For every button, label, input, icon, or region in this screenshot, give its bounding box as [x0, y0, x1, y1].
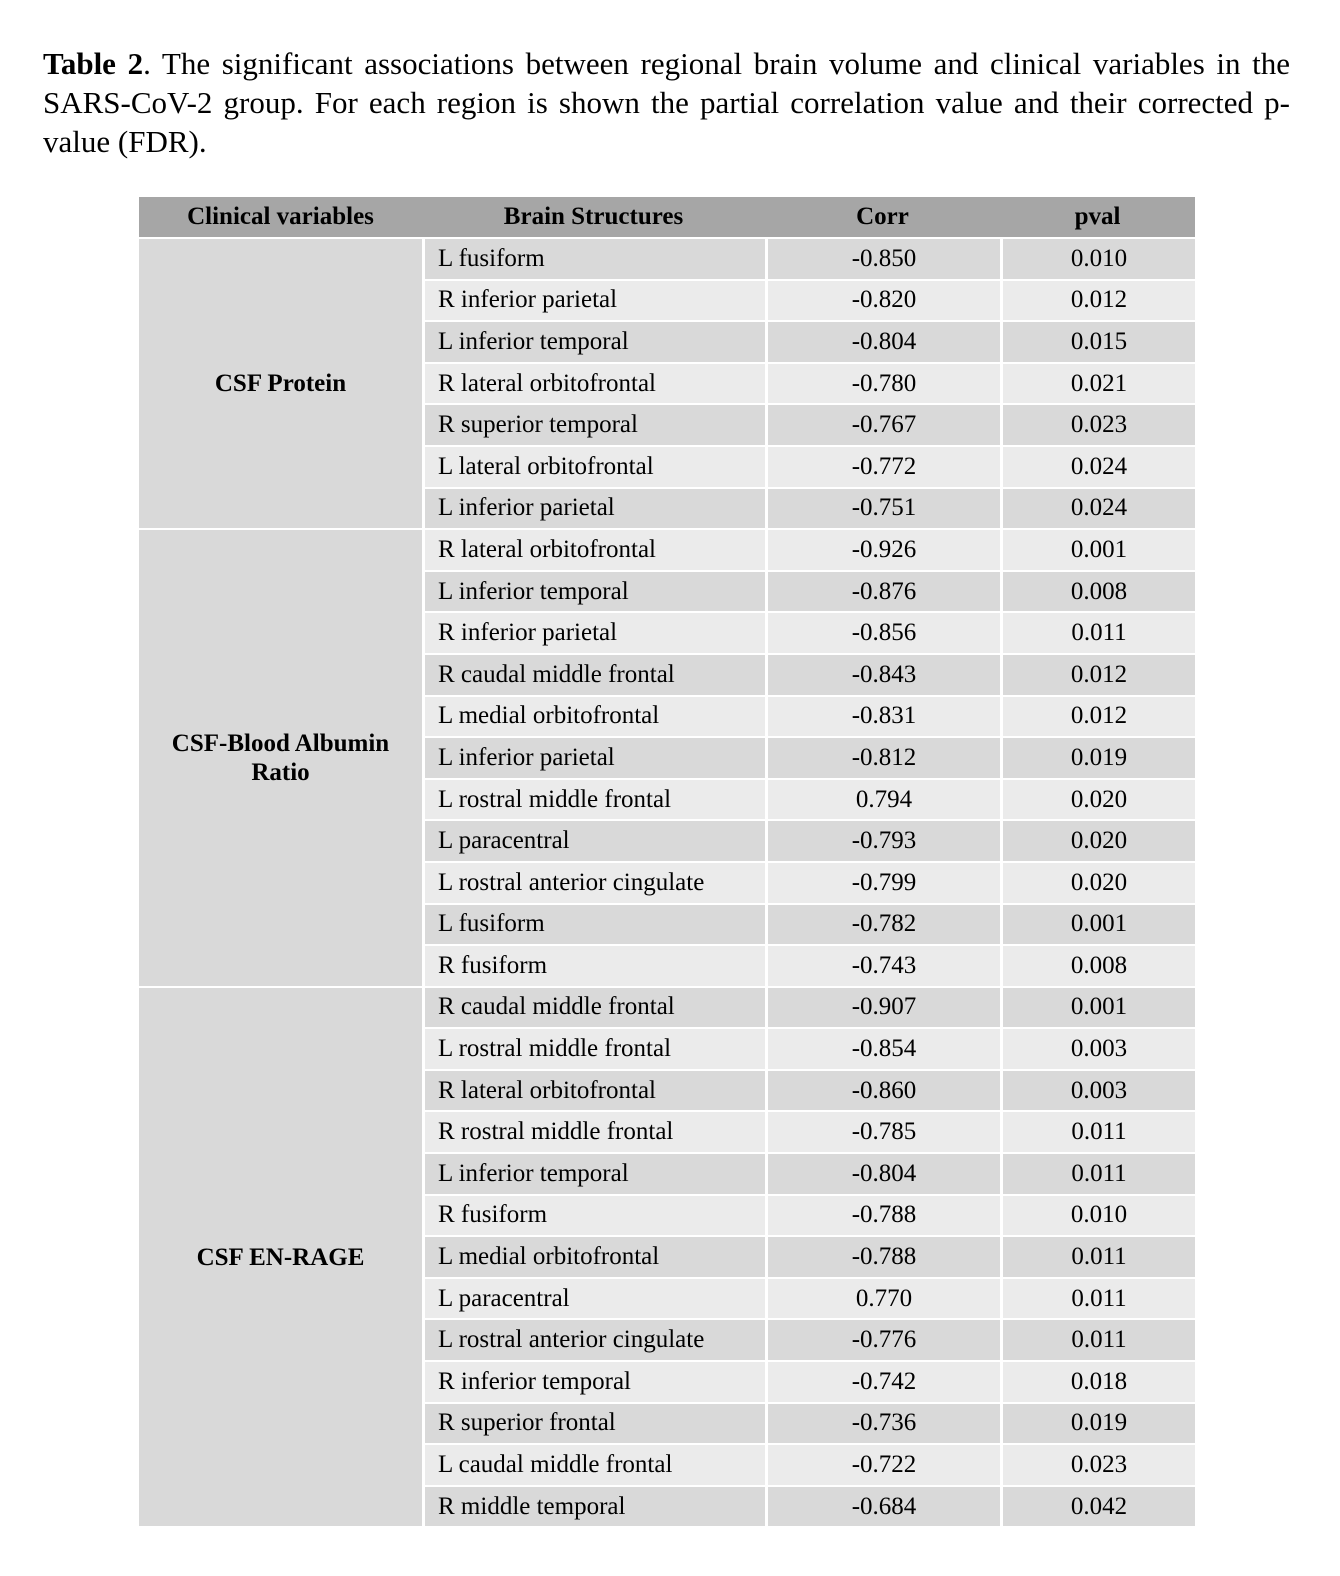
brain-structure-cell: L inferior temporal [422, 1152, 765, 1194]
table-body [139, 237, 1195, 1526]
corr-cell: -0.854 [765, 1027, 1000, 1069]
clinical-variable-cell [139, 528, 422, 986]
brain-structure-cell: L rostral anterior cingulate [422, 861, 765, 903]
pval-cell: 0.012 [1000, 653, 1195, 695]
pval-cell: 0.001 [1000, 903, 1195, 945]
pval-cell: 0.011 [1000, 1277, 1195, 1319]
pval-cell: 0.011 [1000, 1110, 1195, 1152]
table-label: Table 2 [43, 46, 144, 81]
corr-cell: -0.782 [765, 903, 1000, 945]
corr-cell: -0.799 [765, 861, 1000, 903]
pval-cell: 0.015 [1000, 320, 1195, 362]
brain-structure-cell: R lateral orbitofrontal [422, 528, 765, 570]
pval-cell: 0.003 [1000, 1069, 1195, 1111]
corr-cell: -0.876 [765, 570, 1000, 612]
header-pval: pval [1000, 197, 1195, 237]
brain-structure-cell: R fusiform [422, 1194, 765, 1236]
corr-cell: -0.856 [765, 611, 1000, 653]
table-row [139, 986, 1195, 1028]
corr-cell: -0.772 [765, 445, 1000, 487]
corr-cell: -0.804 [765, 1152, 1000, 1194]
corr-cell: -0.736 [765, 1402, 1000, 1444]
brain-structure-cell: R caudal middle frontal [422, 986, 765, 1028]
brain-structure-cell: R lateral orbitofrontal [422, 1069, 765, 1111]
pval-cell: 0.011 [1000, 1318, 1195, 1360]
brain-structure-cell: R fusiform [422, 944, 765, 986]
results-table [139, 197, 1195, 1526]
clinical-variable-cell [139, 237, 422, 528]
brain-structure-cell: L fusiform [422, 237, 765, 279]
corr-cell: -0.793 [765, 819, 1000, 861]
corr-cell: -0.722 [765, 1443, 1000, 1485]
pval-cell: 0.020 [1000, 819, 1195, 861]
corr-cell: -0.751 [765, 487, 1000, 529]
header-row [139, 197, 1195, 237]
corr-cell: -0.860 [765, 1069, 1000, 1111]
brain-structure-cell: L rostral anterior cingulate [422, 1318, 765, 1360]
header-corr: Corr [765, 197, 1000, 237]
brain-structure-cell: L inferior temporal [422, 570, 765, 612]
pval-cell: 0.012 [1000, 279, 1195, 321]
corr-cell: -0.812 [765, 736, 1000, 778]
corr-cell: -0.780 [765, 362, 1000, 404]
pval-cell: 0.019 [1000, 736, 1195, 778]
brain-structure-cell: L lateral orbitofrontal [422, 445, 765, 487]
clinical-variable-label: CSF-Blood Albumin Ratio [171, 729, 390, 786]
pval-cell: 0.023 [1000, 1443, 1195, 1485]
pval-cell: 0.019 [1000, 1402, 1195, 1444]
brain-structure-cell: L inferior parietal [422, 736, 765, 778]
clinical-variable-cell [139, 986, 422, 1527]
brain-structure-cell: R lateral orbitofrontal [422, 362, 765, 404]
corr-cell: -0.820 [765, 279, 1000, 321]
brain-structure-cell: R middle temporal [422, 1485, 765, 1527]
header-brain-structures: Brain Structures [422, 197, 765, 237]
corr-cell: -0.788 [765, 1194, 1000, 1236]
brain-structure-cell: L fusiform [422, 903, 765, 945]
corr-cell: -0.788 [765, 1235, 1000, 1277]
pval-cell: 0.003 [1000, 1027, 1195, 1069]
corr-cell: -0.767 [765, 403, 1000, 445]
pval-cell: 0.010 [1000, 237, 1195, 279]
pval-cell: 0.024 [1000, 445, 1195, 487]
pval-cell: 0.001 [1000, 528, 1195, 570]
pval-cell: 0.020 [1000, 861, 1195, 903]
brain-structure-cell: R inferior parietal [422, 279, 765, 321]
brain-structure-cell: L caudal middle frontal [422, 1443, 765, 1485]
brain-structure-cell: R caudal middle frontal [422, 653, 765, 695]
table-row [139, 237, 1195, 279]
pval-cell: 0.042 [1000, 1485, 1195, 1527]
brain-structure-cell: L medial orbitofrontal [422, 695, 765, 737]
table-row [139, 528, 1195, 570]
pval-cell: 0.001 [1000, 986, 1195, 1028]
corr-cell: -0.907 [765, 986, 1000, 1028]
corr-cell: -0.831 [765, 695, 1000, 737]
corr-cell: -0.843 [765, 653, 1000, 695]
pval-cell: 0.020 [1000, 778, 1195, 820]
clinical-variable-label: CSF Protein [214, 370, 347, 398]
pval-cell: 0.024 [1000, 487, 1195, 529]
corr-cell: -0.776 [765, 1318, 1000, 1360]
corr-cell: -0.850 [765, 237, 1000, 279]
brain-structure-cell: L paracentral [422, 819, 765, 861]
brain-structure-cell: L inferior temporal [422, 320, 765, 362]
brain-structure-cell: R rostral middle frontal [422, 1110, 765, 1152]
pval-cell: 0.010 [1000, 1194, 1195, 1236]
brain-structure-cell: L rostral middle frontal [422, 1027, 765, 1069]
corr-cell: -0.926 [765, 528, 1000, 570]
brain-structure-cell: L inferior parietal [422, 487, 765, 529]
corr-cell: -0.743 [765, 944, 1000, 986]
caption-text: . The significant associations between regional brain volume and clinical variables in the SARS-CoV-2 group. For each region is shown the partial correlation value and their corrected p-value (FDR). [43, 46, 1290, 159]
corr-cell: 0.794 [765, 778, 1000, 820]
pval-cell: 0.011 [1000, 1152, 1195, 1194]
corr-cell: -0.785 [765, 1110, 1000, 1152]
brain-structure-cell: R superior frontal [422, 1402, 765, 1444]
pval-cell: 0.011 [1000, 1235, 1195, 1277]
pval-cell: 0.008 [1000, 570, 1195, 612]
pval-cell: 0.021 [1000, 362, 1195, 404]
pval-cell: 0.011 [1000, 611, 1195, 653]
brain-structure-cell: R superior temporal [422, 403, 765, 445]
pval-cell: 0.023 [1000, 403, 1195, 445]
header-clinical-variables: Clinical variables [139, 197, 422, 237]
table-caption [43, 44, 1290, 161]
pval-cell: 0.008 [1000, 944, 1195, 986]
corr-cell: -0.742 [765, 1360, 1000, 1402]
corr-cell: -0.804 [765, 320, 1000, 362]
corr-cell: 0.770 [765, 1277, 1000, 1319]
brain-structure-cell: L rostral middle frontal [422, 778, 765, 820]
brain-structure-cell: R inferior temporal [422, 1360, 765, 1402]
corr-cell: -0.684 [765, 1485, 1000, 1527]
clinical-variable-label: CSF EN-RAGE [196, 1243, 365, 1271]
brain-structure-cell: R inferior parietal [422, 611, 765, 653]
brain-structure-cell: L medial orbitofrontal [422, 1235, 765, 1277]
brain-structure-cell: L paracentral [422, 1277, 765, 1319]
pval-cell: 0.012 [1000, 695, 1195, 737]
pval-cell: 0.018 [1000, 1360, 1195, 1402]
